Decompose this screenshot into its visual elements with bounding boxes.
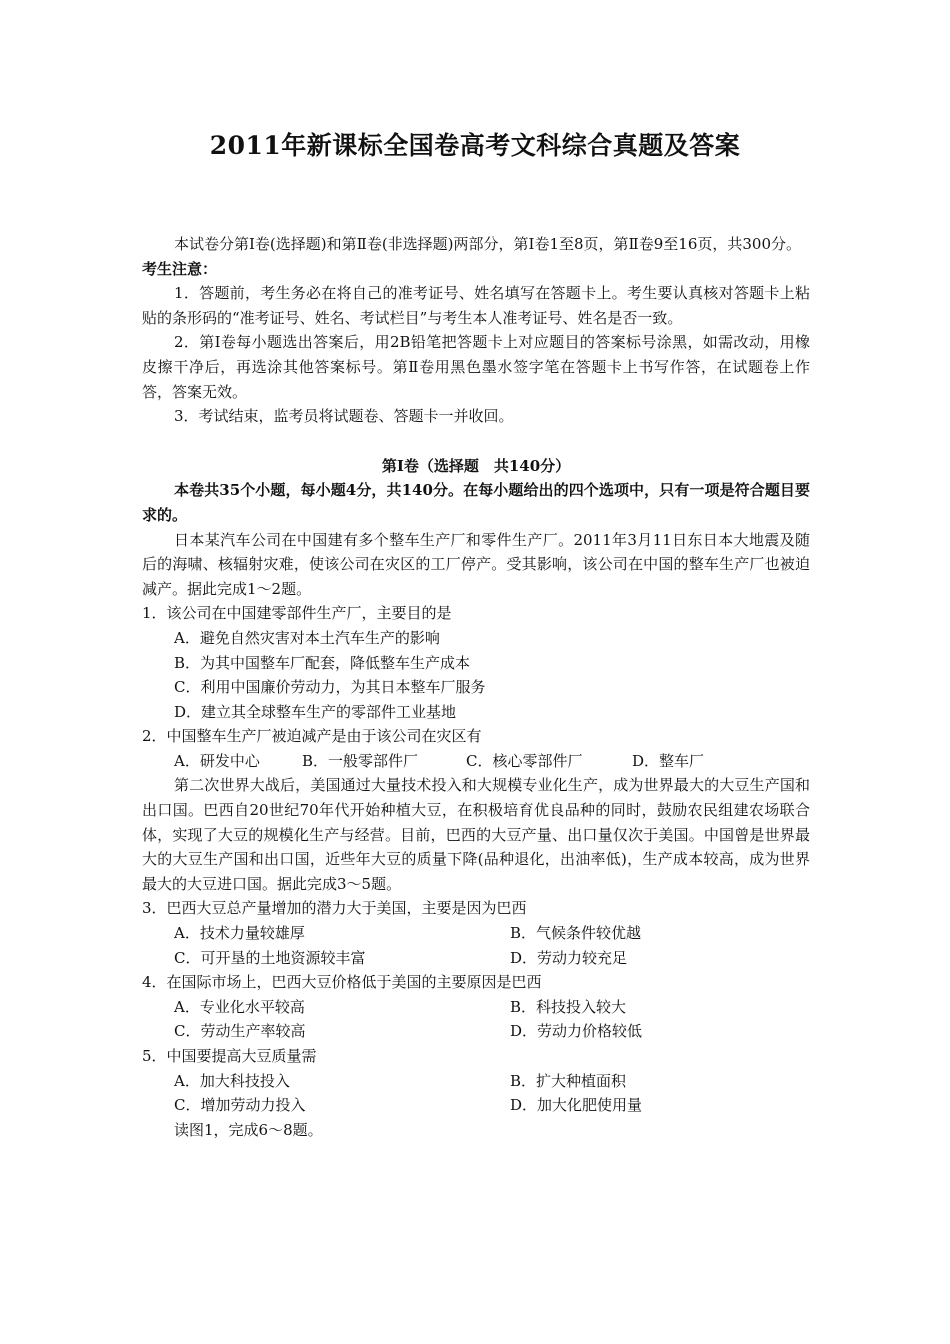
section-instruction: 本卷共35个小题，每小题4分，共140分。在每小题给出的四个选项中，只有一项是符合题目要求的。: [142, 481, 810, 524]
question-1-option-c: C．利用中国廉价劳动力，为其日本整车厂服务: [174, 678, 486, 697]
question-2-stem: 2．中国整车生产厂被迫减产是由于该公司在灾区有: [142, 727, 482, 746]
question-5-option-c: C．增加劳动力投入: [174, 1096, 306, 1115]
question-3-option-b: B．气候条件较优越: [510, 924, 642, 943]
question-1-option-a: A．避免自然灾害对本土汽车生产的影响: [174, 628, 440, 647]
question-3-options-row-2: [142, 946, 810, 971]
notice-item: 2．第Ⅰ卷每小题选出答案后，用2B铅笔把答题卡上对应题目的答案标号涂黑，如需改动，用橡皮擦干净后，再选涂其他答案标号。第Ⅱ卷用黑色墨水签字笔在答题卡上书写作答，在试题卷上作答，答案无效。: [142, 333, 810, 401]
intro-paragraph: 本试卷分第Ⅰ卷(选择题)和第Ⅱ卷(非选择题)两部分，第Ⅰ卷1至8页，第Ⅱ卷9至16页，共300分。: [174, 235, 802, 253]
question-2-option-b: B．一般零部件厂: [302, 751, 419, 770]
question-1-option-b: B．为其中国整车厂配套，降低整车生产成本: [174, 653, 471, 672]
question-3-option-d: D．劳动力较充足: [510, 948, 628, 967]
question-4-option-b: B．科技投入较大: [510, 997, 627, 1016]
question-5-options-row-2: [142, 1093, 810, 1118]
question-5-options-row-1: [142, 1069, 810, 1094]
question-4-options-row-1: [142, 995, 810, 1020]
question-4-options-row-2: [142, 1019, 810, 1044]
question-3-options-row-1: [142, 921, 810, 946]
question-4-option-c: C．劳动生产率较高: [174, 1022, 306, 1041]
question-5-option-b: B．扩大种植面积: [510, 1071, 627, 1090]
question-5-option-d: D．加大化肥使用量: [510, 1096, 643, 1115]
question-1-option-d: D．建立其全球整车生产的零部件工业基地: [174, 702, 457, 721]
question-5-option-a: A．加大科技投入: [174, 1071, 290, 1090]
figure-reference: 读图1，完成6～8题。: [174, 1120, 323, 1139]
question-3-stem: 3．巴西大豆总产量增加的潜力大于美国，主要是因为巴西: [142, 899, 527, 918]
notice-heading: 考生注意：: [142, 259, 218, 278]
document-title: 2011年新课标全国卷高考文科综合真题及答案: [209, 131, 741, 160]
question-5-stem: 5．中国要提高大豆质量需: [142, 1047, 317, 1065]
question-3-option-a: A．技术力量较雄厚: [174, 924, 305, 943]
passage-1: 日本某汽车公司在中国建有多个整车生产厂和零件生产厂。2011年3月11日东日本大地震及随后的海啸、核辐射灾难，使该公司在灾区的工厂停产。受其影响，该公司在中国的整车生产厂也被迫减产。据此完成1～2题。: [142, 530, 810, 598]
question-1-stem: 1．该公司在中国建零部件生产厂，主要目的是: [142, 604, 452, 623]
question-2-option-a: A．研发中心: [174, 751, 260, 770]
section-title: 第Ⅰ卷（选择题 共140分）: [381, 456, 571, 475]
question-4-option-a: A．专业化水平较高: [174, 997, 305, 1016]
question-4-option-d: D．劳动力价格较低: [510, 1022, 643, 1041]
question-4-stem: 4．在国际市场上，巴西大豆价格低于美国的主要原因是巴西: [142, 973, 542, 992]
document-body: [142, 232, 810, 1142]
question-2-option-d: D．整车厂: [632, 751, 705, 770]
notice-item: 1．答题前，考生务必在将自己的准考证号、姓名填写在答题卡上。考生要认真核对答题卡上粘贴的条形码的“准考证号、姓名、考试栏目”与考生本人准考证号、姓名是否一致。: [142, 284, 810, 327]
question-2-options: [142, 749, 810, 774]
question-2-option-c: C．核心零部件厂: [466, 751, 583, 770]
passage-2: 第二次世界大战后，美国通过大量技术投入和大规模专业化生产，成为世界最大的大豆生产国和出口国。巴西自20世纪70年代开始种植大豆，在积极培育优良品种的同时，鼓励农民组建农场联合体，实现了大豆的规模化生产与经营。目前，巴西的大豆产量、出口量仅次于美国。中国曾是世界最大的大豆生产国和出口国，近些年大豆的质量下降(品种退化，出油率低)，生产成本较高，成为世界最大的大豆进口国。据此完成3～5题。: [142, 776, 810, 893]
question-3-option-c: C．可开垦的土地资源较丰富: [174, 948, 366, 967]
notice-item: 3．考试结束，监考员将试题卷、答题卡一并收回。: [174, 407, 514, 426]
